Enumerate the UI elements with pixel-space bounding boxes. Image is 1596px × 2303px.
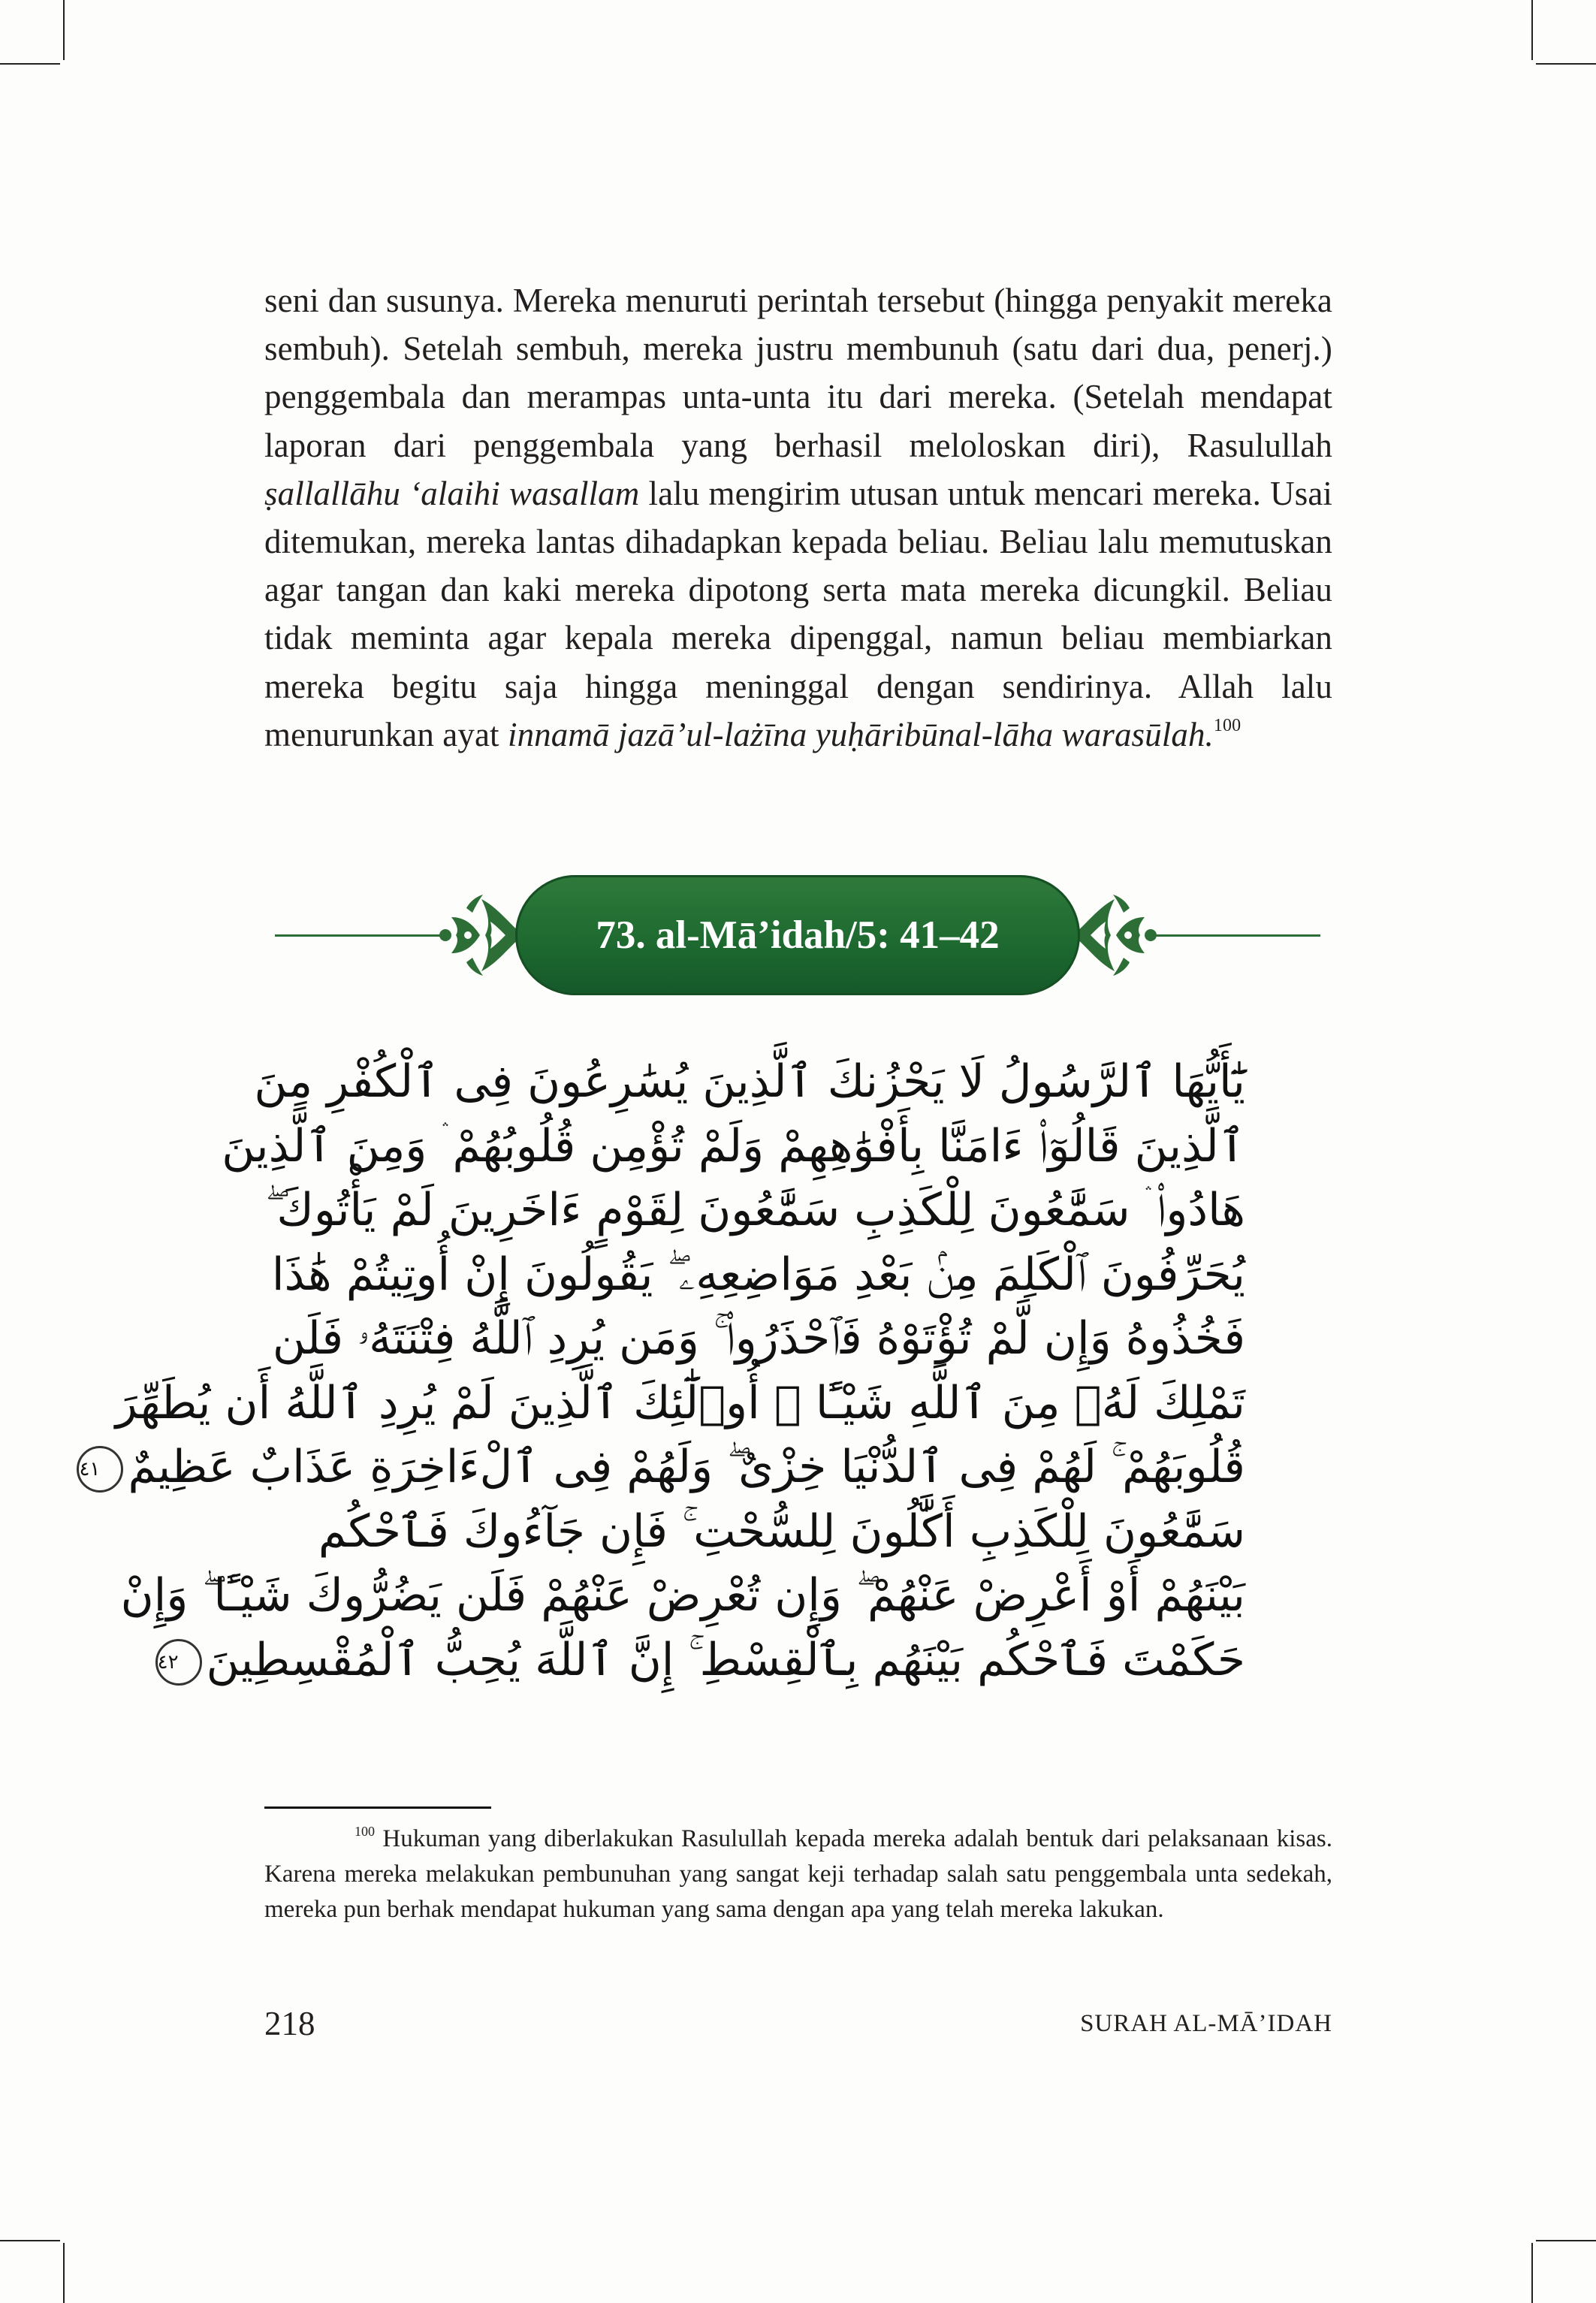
footnote xyxy=(264,1822,1332,1927)
salawat-italic: ṣallallāhu ‘alaihi wasallam xyxy=(264,474,640,512)
arabic-line: بَيْنَهُمْ أَوْ أَعْرِضْ عَنْهُمْ ۖ وَإِن تُعْرِضْ عَنْهُمْ فَلَن يَضُرُّوكَ شَيْـًٔا ۖ وَإِنْ xyxy=(120,1569,1245,1622)
running-head: SURAH AL-MĀ’IDAH xyxy=(1080,2010,1332,2037)
arabic-line-with-marker xyxy=(157,1628,1245,1693)
arabic-line-with-marker xyxy=(79,1435,1245,1500)
crop-mark xyxy=(0,63,60,65)
footnote-number: 100 xyxy=(354,1824,375,1839)
footnote-divider xyxy=(264,1806,491,1809)
crop-mark xyxy=(1531,2243,1533,2303)
verse-number-41: ٤١ xyxy=(77,1446,123,1493)
arabic-verse-block xyxy=(79,1050,1245,1692)
crop-mark xyxy=(1536,63,1596,65)
arabic-line: حَكَمْتَ فَٱحْكُم بَيْنَهُم بِٱلْقِسْطِ ۚ إِنَّ ٱللَّهَ يُحِبُّ ٱلْمُقْسِطِينَ xyxy=(206,1633,1245,1686)
arabic-line: سَمَّٰعُونَ لِلْكَذِبِ أَكَّٰلُونَ لِلسُّحْتِ ۚ فَإِن جَآءُوكَ فَٱحْكُم xyxy=(318,1505,1245,1558)
arabic-line: فَخُذُوهُ وَإِن لَّمْ تُؤْتَوْهُ فَٱحْذَرُوا۟ ۚ وَمَن يُرِدِ ٱللَّهُ فِتْنَتَهُۥ فَلَن xyxy=(272,1312,1245,1365)
floral-ornament-icon xyxy=(436,892,523,979)
crop-mark xyxy=(1531,0,1533,60)
body-paragraph xyxy=(264,276,1332,759)
arabic-line: تَمْلِكَ لَهُۥ مِنَ ٱللَّهِ شَيْـًٔا ۚ أُو۟لَٰٓئِكَ ٱلَّذِينَ لَمْ يُرِدِ ٱللَّهُ أَن يُطَهِّرَ xyxy=(115,1376,1245,1429)
heading-rule-left xyxy=(275,934,444,937)
body-text-middle: lalu mengirim utusan untuk mencari mereka. Usai ditemukan, mereka lantas dihadapkan kepada beliau. Beliau lalu memutuskan agar tangan dan kaki mereka dipotong serta mata mereka dicungkil. Beliau tidak meminta agar kepala mereka dipenggal, namun beliau membiarkan mereka begitu saja hingga meninggal dengan sendirinya. Allah lalu menurunkan ayat xyxy=(264,474,1333,753)
footnote-text: Hukuman yang diberlakukan Rasulullah kepada mereka adalah bentuk dari pelaksanaan kisas. Karena mereka melakukan pembunuhan yang sangat keji terhadap salah satu penggembala unta sedekah, mereka pun berhak mendapat hukuman yang sama dengan apa yang telah mereka lakukan. xyxy=(264,1825,1333,1923)
page-number: 218 xyxy=(264,2005,315,2042)
section-heading xyxy=(275,875,1320,995)
heading-title: 73. al-Mā’idah/5: 41–42 xyxy=(515,875,1080,995)
footnote-reference[interactable]: 100 xyxy=(1213,715,1242,735)
arabic-line: هَادُوا۟ ۛ سَمَّٰعُونَ لِلْكَذِبِ سَمَّٰعُونَ لِقَوْمٍ ءَاخَرِينَ لَمْ يَأْتُوكَ ۖ xyxy=(265,1184,1245,1236)
floral-ornament-icon xyxy=(1073,892,1160,979)
arabic-line: ٱلَّذِينَ قَالُوٓا۟ ءَامَنَّا بِأَفْوَٰهِهِمْ وَلَمْ تُؤْمِن قُلُوبُهُمْ ۛ وَمِنَ ٱلَّذِينَ xyxy=(222,1119,1245,1173)
verse-transliteration: innamā jazā’ul-lażīna yuḥāribūnal-lāha warasūlah. xyxy=(507,715,1214,753)
crop-mark xyxy=(0,2240,60,2241)
crop-mark xyxy=(1536,2240,1596,2241)
arabic-line: قُلُوبَهُمْ ۚ لَهُمْ فِى ٱلدُّنْيَا خِزْىٌ ۖ وَلَهُمْ فِى ٱلْءَاخِرَةِ عَذَابٌ عَظِيمٌ xyxy=(128,1441,1245,1493)
arabic-line: يُحَرِّفُونَ ٱلْكَلِمَ مِنۢ بَعْدِ مَوَاضِعِهِۦ ۖ يَقُولُونَ إِنْ أُوتِيتُمْ هَٰذَا xyxy=(271,1248,1245,1301)
verse-number-42: ٤٢ xyxy=(155,1639,202,1686)
heading-rule-right xyxy=(1151,934,1320,937)
arabic-line: يَٰٓأَيُّهَا ٱلرَّسُولُ لَا يَحْزُنكَ ٱلَّذِينَ يُسَٰرِعُونَ فِى ٱلْكُفْرِ مِنَ xyxy=(254,1055,1245,1108)
body-text-prefix: seni dan susunya. Mereka menuruti perintah tersebut (hingga penyakit mereka sembuh). Setelah sembuh, mereka justru membunuh (satu dari dua, penerj.) penggembala dan merampas unta-unta itu dari mereka. (Setelah mendapat laporan dari penggembala yang berhasil meloloskan diri), Rasulullah xyxy=(264,282,1332,464)
crop-mark xyxy=(63,2243,65,2303)
crop-mark xyxy=(63,0,65,60)
